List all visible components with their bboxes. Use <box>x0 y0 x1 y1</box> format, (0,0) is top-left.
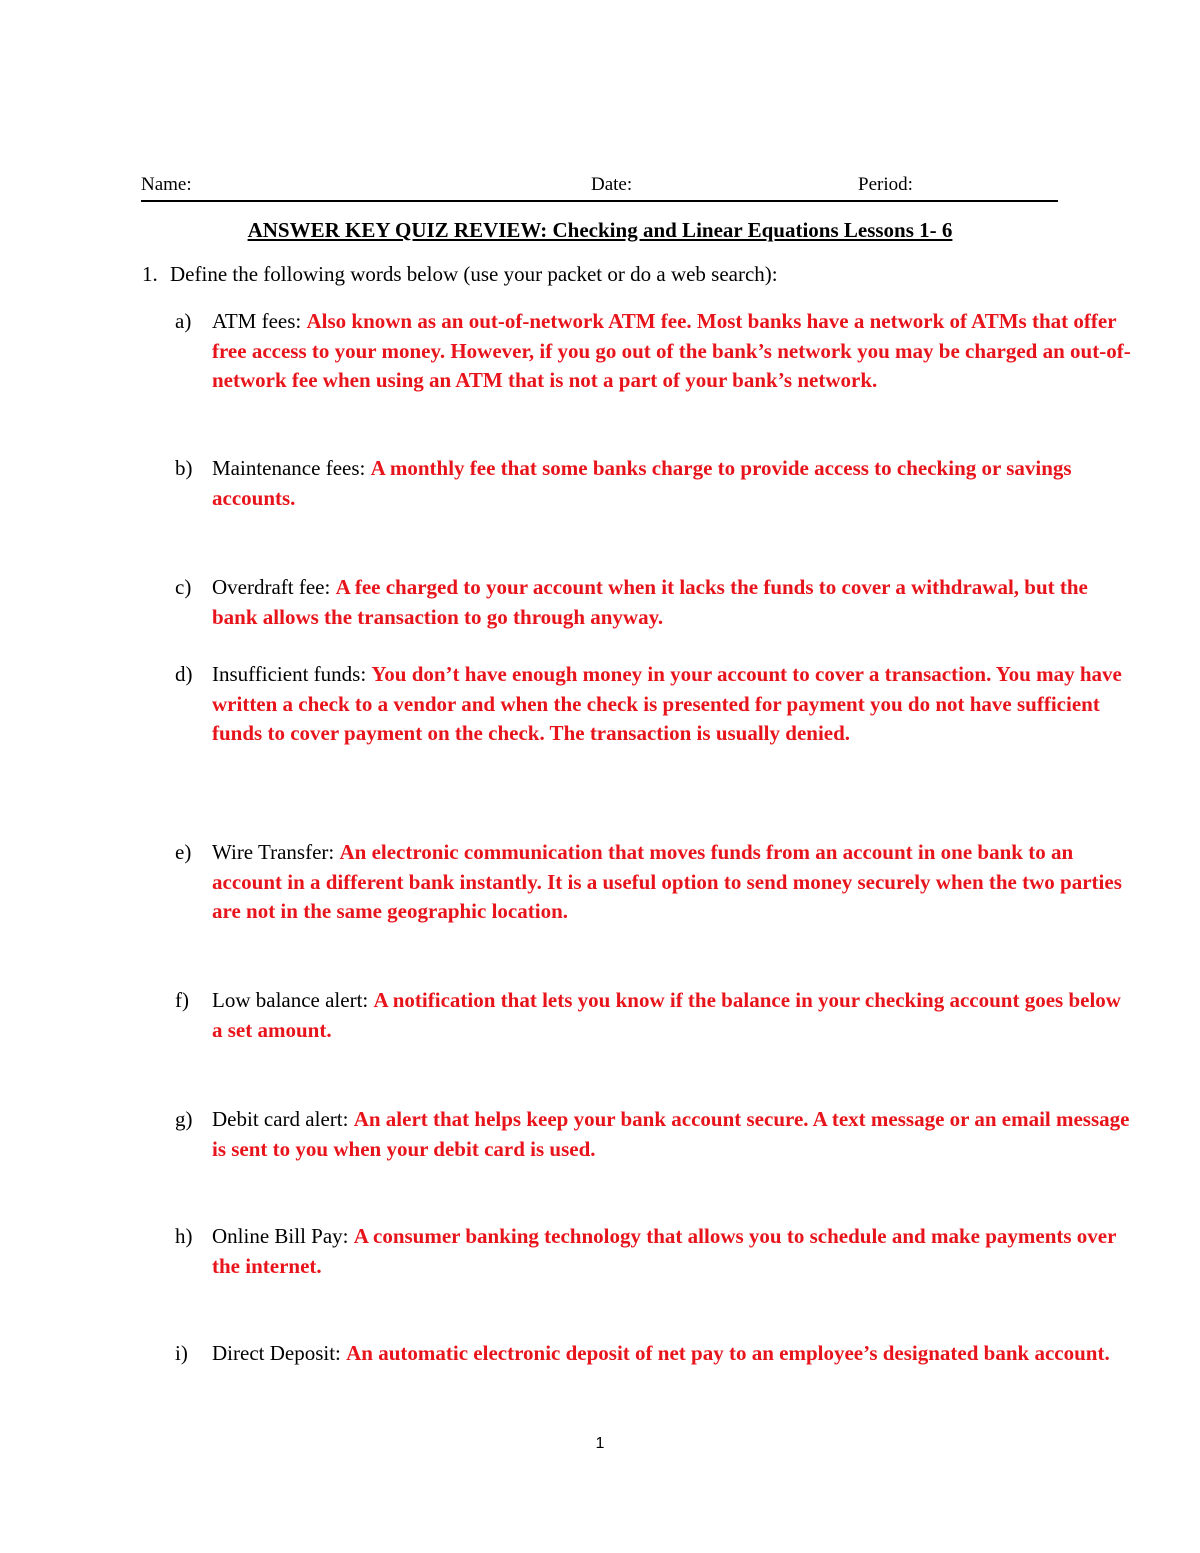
definition-item-overdraft-fee <box>175 573 1135 632</box>
item-letter: a) <box>175 309 192 333</box>
page-number: 1 <box>595 1435 605 1452</box>
item-term: Insufficient funds: <box>212 662 367 686</box>
date-label: Date: <box>591 174 633 195</box>
item-letter: d) <box>175 662 193 686</box>
definition-item-maintenance-fees <box>175 454 1135 513</box>
student-info-line <box>141 172 1058 202</box>
item-answer: An electronic communication that moves funds from an account in one bank to an account in a different bank instantly. It is a useful option to send money securely when the two parties are not in the same geographic location. <box>212 840 1122 923</box>
definition-item-atm-fees <box>175 307 1135 396</box>
page-title: ANSWER KEY QUIZ REVIEW: Checking and Linear Equations Lessons 1- 6 <box>247 218 953 242</box>
question-prompt: Define the following words below (use your packet or do a web search): <box>170 262 778 286</box>
definition-item-direct-deposit <box>175 1339 1135 1369</box>
item-letter: g) <box>175 1107 193 1131</box>
item-term: Wire Transfer: <box>212 840 335 864</box>
item-term: ATM fees: <box>212 309 302 333</box>
item-answer: A fee charged to your account when it lacks the funds to cover a withdrawal, but the bank allows the transaction to go through anyway. <box>212 575 1088 629</box>
item-term: Direct Deposit: <box>212 1341 341 1365</box>
item-answer: An automatic electronic deposit of net pay to an employee’s designated bank account. <box>346 1341 1110 1365</box>
definition-item-low-balance-alert <box>175 986 1135 1045</box>
item-answer: A consumer banking technology that allows you to schedule and make payments over the internet. <box>212 1224 1117 1278</box>
item-answer: A monthly fee that some banks charge to provide access to checking or savings accounts. <box>212 456 1072 510</box>
question-number: 1. <box>142 262 158 286</box>
definition-item-online-bill-pay <box>175 1222 1135 1281</box>
item-answer: An alert that helps keep your bank account secure. A text message or an email message is sent to you when your debit card is used. <box>212 1107 1130 1161</box>
period-label: Period: <box>858 174 913 195</box>
item-term: Overdraft fee: <box>212 575 331 599</box>
item-answer: Also known as an out-of-network ATM fee. Most banks have a network of ATMs that offer free access to your money. However, if you go out of the bank’s network you may be charged an out-of-network fee when using an ATM that is not a part of your bank’s network. <box>212 309 1131 392</box>
item-letter: b) <box>175 456 193 480</box>
item-term: Low balance alert: <box>212 988 369 1012</box>
definition-item-insufficient-funds <box>175 660 1135 749</box>
definition-item-wire-transfer <box>175 838 1135 927</box>
item-letter: e) <box>175 840 192 864</box>
item-letter: h) <box>175 1224 193 1248</box>
name-label: Name: <box>141 174 192 195</box>
item-term: Debit card alert: <box>212 1107 349 1131</box>
item-term: Online Bill Pay: <box>212 1224 349 1248</box>
item-letter: f) <box>175 988 189 1012</box>
item-answer: You don’t have enough money in your account to cover a transaction. You may have written a check to a vendor and when the check is presented for payment you do not have sufficient funds to cover payment on the check. The transaction is usually denied. <box>212 662 1122 745</box>
question-1 <box>142 262 778 287</box>
definition-item-debit-card-alert <box>175 1105 1135 1164</box>
item-answer: A notification that lets you know if the balance in your checking account goes below a set amount. <box>212 988 1121 1042</box>
item-letter: i) <box>175 1341 188 1365</box>
item-letter: c) <box>175 575 192 599</box>
item-term: Maintenance fees: <box>212 456 366 480</box>
